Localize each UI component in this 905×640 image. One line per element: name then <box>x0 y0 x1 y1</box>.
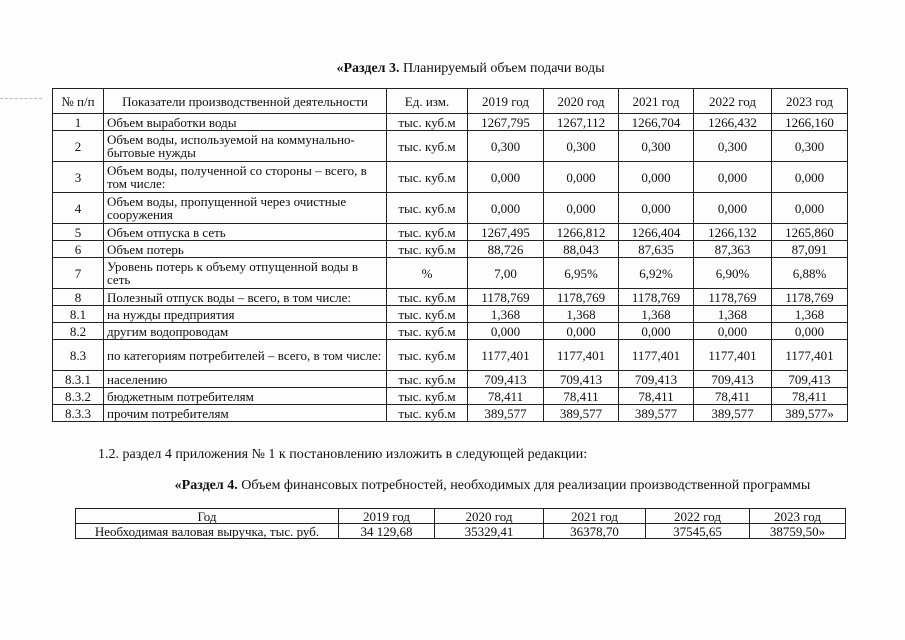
row-number: 8.2 <box>53 323 104 340</box>
value-cell-2021: 1266,704 <box>619 114 694 131</box>
row-label: Необходимая валовая выручка, тыс. руб. <box>76 524 339 539</box>
value-cell-2020: 1,368 <box>544 306 619 323</box>
row-indicator: Объем отпуска в сеть <box>104 224 387 241</box>
row-unit: тыс. куб.м <box>387 162 468 193</box>
value-cell-2021: 6,92% <box>619 258 694 289</box>
value-cell-2023: 38759,50» <box>750 524 846 539</box>
value-cell-2021: 36378,70 <box>544 524 646 539</box>
value-cell-2020: 1178,769 <box>544 289 619 306</box>
section-3-heading-text: Планируемый объем подачи воды <box>399 61 605 76</box>
row-indicator: Объем потерь <box>104 241 387 258</box>
value-cell-2019: 1,368 <box>468 306 544 323</box>
header-cell-2019: 2019 год <box>468 89 544 114</box>
value-cell-2022: 0,300 <box>694 131 772 162</box>
value-cell-2019: 0,000 <box>468 193 544 224</box>
row-indicator: другим водопроводам <box>104 323 387 340</box>
row-number: 8.3.1 <box>53 371 104 388</box>
table-row <box>53 241 848 258</box>
table-row <box>53 388 848 405</box>
value-cell-2022: 1177,401 <box>694 340 772 371</box>
row-unit: тыс. куб.м <box>387 405 468 422</box>
row-indicator: по категориям потребителей – всего, в том числе: <box>104 340 387 371</box>
table-row <box>53 371 848 388</box>
row-number: 4 <box>53 193 104 224</box>
row-unit: тыс. куб.м <box>387 388 468 405</box>
value-cell-2020: 0,000 <box>544 193 619 224</box>
table-row <box>53 306 848 323</box>
row-number: 8.3.3 <box>53 405 104 422</box>
value-cell-2019: 34 129,68 <box>339 524 435 539</box>
header-cell-2023: 2023 год <box>772 89 848 114</box>
value-cell-2023: 87,091 <box>772 241 848 258</box>
value-cell-2023: 1265,860 <box>772 224 848 241</box>
value-cell-2022: 0,000 <box>694 162 772 193</box>
header-cell-indicator: Показатели производственной деятельности <box>104 89 387 114</box>
header-cell-2020: 2020 год <box>435 509 544 524</box>
header-cell-2022: 2022 год <box>694 89 772 114</box>
value-cell-2020: 709,413 <box>544 371 619 388</box>
value-cell-2023: 389,577» <box>772 405 848 422</box>
row-unit: тыс. куб.м <box>387 224 468 241</box>
value-cell-2022: 1266,432 <box>694 114 772 131</box>
value-cell-2022: 709,413 <box>694 371 772 388</box>
value-cell-2020: 389,577 <box>544 405 619 422</box>
value-cell-2021: 709,413 <box>619 371 694 388</box>
row-indicator: прочим потребителям <box>104 405 387 422</box>
row-number: 5 <box>53 224 104 241</box>
value-cell-2022: 37545,65 <box>646 524 750 539</box>
row-indicator: населению <box>104 371 387 388</box>
row-indicator: Объем воды, пропущенной через очистные сооружения <box>104 193 387 224</box>
value-cell-2020: 35329,41 <box>435 524 544 539</box>
row-unit: тыс. куб.м <box>387 371 468 388</box>
row-number: 8.3.2 <box>53 388 104 405</box>
table-row <box>53 340 848 371</box>
value-cell-2019: 1178,769 <box>468 289 544 306</box>
row-indicator: Объем воды, полученной со стороны – всего, в том числе: <box>104 162 387 193</box>
value-cell-2019: 1177,401 <box>468 340 544 371</box>
value-cell-2019: 88,726 <box>468 241 544 258</box>
value-cell-2019: 0,000 <box>468 162 544 193</box>
section-4-heading <box>40 478 905 494</box>
row-indicator: Уровень потерь к объему отпущенной воды в сеть <box>104 258 387 289</box>
row-number: 1 <box>53 114 104 131</box>
value-cell-2022: 0,000 <box>694 323 772 340</box>
table-row <box>53 193 848 224</box>
header-cell-2022: 2022 год <box>646 509 750 524</box>
table-header-row <box>76 509 846 524</box>
value-cell-2023: 0,000 <box>772 193 848 224</box>
header-cell-2020: 2020 год <box>544 89 619 114</box>
row-number: 8.1 <box>53 306 104 323</box>
value-cell-2022: 6,90% <box>694 258 772 289</box>
header-cell-2021: 2021 год <box>544 509 646 524</box>
table-row <box>53 323 848 340</box>
value-cell-2021: 1178,769 <box>619 289 694 306</box>
value-cell-2023: 6,88% <box>772 258 848 289</box>
row-number: 7 <box>53 258 104 289</box>
row-indicator: Объем воды, используемой на коммунально-бытовые нужды <box>104 131 387 162</box>
value-cell-2021: 78,411 <box>619 388 694 405</box>
section-4-table <box>75 508 846 539</box>
value-cell-2023: 0,300 <box>772 131 848 162</box>
value-cell-2021: 389,577 <box>619 405 694 422</box>
paragraph-1-2: 1.2. раздел 4 приложения № 1 к постановлению изложить в следующей редакции: <box>98 447 588 462</box>
value-cell-2023: 0,000 <box>772 323 848 340</box>
value-cell-2020: 0,000 <box>544 323 619 340</box>
value-cell-2022: 1178,769 <box>694 289 772 306</box>
header-cell-2021: 2021 год <box>619 89 694 114</box>
table-row <box>53 114 848 131</box>
value-cell-2022: 1,368 <box>694 306 772 323</box>
row-indicator: бюджетным потребителям <box>104 388 387 405</box>
table-header-row <box>53 89 848 114</box>
value-cell-2022: 87,363 <box>694 241 772 258</box>
section-3-heading <box>18 61 905 77</box>
header-cell-2019: 2019 год <box>339 509 435 524</box>
value-cell-2023: 78,411 <box>772 388 848 405</box>
value-cell-2020: 88,043 <box>544 241 619 258</box>
value-cell-2021: 0,000 <box>619 162 694 193</box>
row-unit: тыс. куб.м <box>387 323 468 340</box>
value-cell-2021: 1177,401 <box>619 340 694 371</box>
row-unit: % <box>387 258 468 289</box>
value-cell-2020: 1267,112 <box>544 114 619 131</box>
row-number: 8 <box>53 289 104 306</box>
value-cell-2021: 1266,404 <box>619 224 694 241</box>
value-cell-2019: 78,411 <box>468 388 544 405</box>
row-indicator: Объем выработки воды <box>104 114 387 131</box>
header-cell-unit: Ед. изм. <box>387 89 468 114</box>
section-4-heading-bold: «Раздел 4. <box>174 478 238 493</box>
value-cell-2019: 709,413 <box>468 371 544 388</box>
value-cell-2019: 0,300 <box>468 131 544 162</box>
value-cell-2021: 1,368 <box>619 306 694 323</box>
row-unit: тыс. куб.м <box>387 340 468 371</box>
value-cell-2022: 1266,132 <box>694 224 772 241</box>
section-3-heading-bold: «Раздел 3. <box>336 61 400 76</box>
value-cell-2020: 6,95% <box>544 258 619 289</box>
value-cell-2023: 709,413 <box>772 371 848 388</box>
value-cell-2020: 0,000 <box>544 162 619 193</box>
header-cell-year: Год <box>76 509 339 524</box>
value-cell-2022: 389,577 <box>694 405 772 422</box>
value-cell-2019: 7,00 <box>468 258 544 289</box>
row-unit: тыс. куб.м <box>387 114 468 131</box>
value-cell-2020: 0,300 <box>544 131 619 162</box>
table-row <box>53 224 848 241</box>
value-cell-2023: 1178,769 <box>772 289 848 306</box>
row-indicator: Полезный отпуск воды – всего, в том числе: <box>104 289 387 306</box>
value-cell-2022: 0,000 <box>694 193 772 224</box>
value-cell-2020: 1266,812 <box>544 224 619 241</box>
table-row <box>53 258 848 289</box>
table-row <box>53 289 848 306</box>
value-cell-2019: 389,577 <box>468 405 544 422</box>
row-number: 2 <box>53 131 104 162</box>
value-cell-2021: 0,300 <box>619 131 694 162</box>
row-unit: тыс. куб.м <box>387 131 468 162</box>
value-cell-2021: 0,000 <box>619 323 694 340</box>
value-cell-2020: 78,411 <box>544 388 619 405</box>
value-cell-2021: 0,000 <box>619 193 694 224</box>
row-unit: тыс. куб.м <box>387 289 468 306</box>
value-cell-2023: 1266,160 <box>772 114 848 131</box>
table-row <box>76 524 846 539</box>
table-row <box>53 162 848 193</box>
row-unit: тыс. куб.м <box>387 241 468 258</box>
header-cell-2023: 2023 год <box>750 509 846 524</box>
section-4-heading-text: Объем финансовых потребностей, необходимых для реализации производственной программы <box>237 478 811 493</box>
row-indicator: на нужды предприятия <box>104 306 387 323</box>
value-cell-2022: 78,411 <box>694 388 772 405</box>
table-row <box>53 405 848 422</box>
value-cell-2019: 0,000 <box>468 323 544 340</box>
section-3-table <box>52 88 848 422</box>
row-number: 8.3 <box>53 340 104 371</box>
row-number: 6 <box>53 241 104 258</box>
value-cell-2019: 1267,795 <box>468 114 544 131</box>
value-cell-2023: 0,000 <box>772 162 848 193</box>
value-cell-2021: 87,635 <box>619 241 694 258</box>
value-cell-2020: 1177,401 <box>544 340 619 371</box>
value-cell-2023: 1177,401 <box>772 340 848 371</box>
row-unit: тыс. куб.м <box>387 306 468 323</box>
row-unit: тыс. куб.м <box>387 193 468 224</box>
scan-artifact-line <box>0 98 42 99</box>
header-cell-num: № п/п <box>53 89 104 114</box>
value-cell-2023: 1,368 <box>772 306 848 323</box>
value-cell-2019: 1267,495 <box>468 224 544 241</box>
table-row <box>53 131 848 162</box>
row-number: 3 <box>53 162 104 193</box>
